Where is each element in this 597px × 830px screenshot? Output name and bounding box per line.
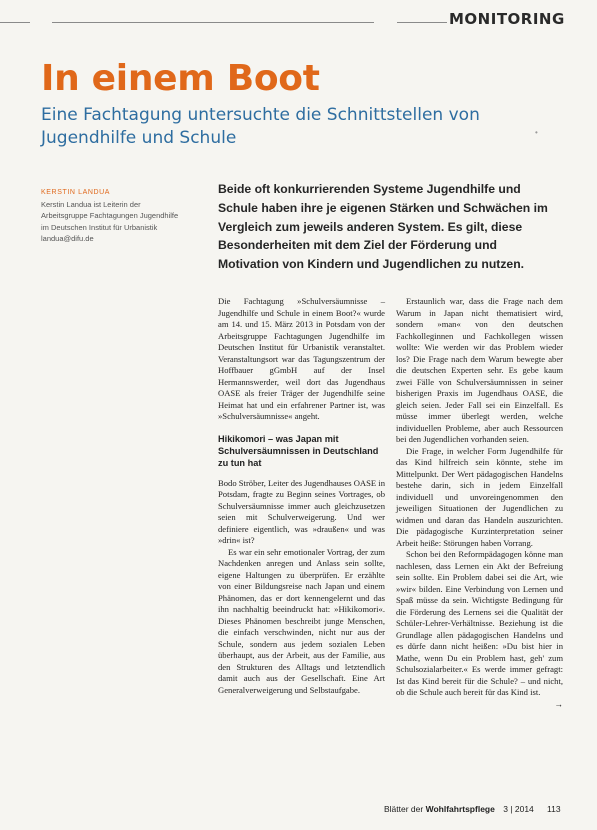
author-name: KERSTIN LANDUA bbox=[41, 189, 111, 196]
body-paragraph: Erstaunlich war, dass die Frage nach dem Warum in Japan nicht thematisiert wird, sondern »man« von den deutschen Fachkolleginnen und Fachkollegen wissen wollte: Wie werden wir das Problem wieder los? Die Frage nach dem Warum bewegte aber die deutschen Experten sehr. Es gebe kaum zwei Fälle von Schulversäumnissen in seiner bisherigen Praxis im Jugendhaus OASE, die gleich seien. Jeder Fall sei ein Einzelfall. Es müsse immer überlegt werden, welche individuellen Probleme, aber auch Ressourcen bei den Jugendlichen vorhanden seien. bbox=[396, 296, 563, 444]
header-rule-main bbox=[52, 22, 374, 23]
page-number: 113 bbox=[547, 804, 561, 814]
decorative-dot-icon: • bbox=[535, 128, 538, 137]
article-subtitle: Eine Fachtagung untersuchte die Schnittstellen von Jugendhilfe und Schule bbox=[41, 105, 480, 148]
header-rule-right bbox=[397, 22, 447, 23]
journal-name-bold: Wohlfahrtspflege bbox=[425, 804, 495, 814]
journal-name-prefix: Blätter der bbox=[384, 804, 426, 814]
issue-number: 3 | 2014 bbox=[503, 804, 534, 814]
header-rule-left bbox=[0, 22, 30, 23]
continued-arrow-icon: → bbox=[554, 698, 563, 709]
body-paragraph: Schon bei den Reformpädagogen könne man nachlesen, dass Lernen ein Akt der Befreiung sein sollte. Ein Problem dabei sei die Art, wie »wir« bilden. Eine Verbindung von Lernen und Spaß müsse da sein. Wichtigste Bedingung für die Förderung des Lernens sei die Qualität der Schüler-Lehrer-Verhältnisse. Beziehung ist die Grundlage allen pädagogischen Handelns und es dürfe dann nicht heißen: »Du bist hier in Mathe, wenn Du ein Problem hast, geh' zum Schulsozialarbeiter.« Es werde immer gefragt: Ist das Kind bereit für die Schule? – und nicht, ob die Schule auch bereit für das Kind ist. bbox=[396, 549, 563, 697]
article-lead: Beide oft konkurrierenden Systeme Jugendhilfe und Schule haben ihre je eigenen Stärken und Schwächen im Vergleich zum jeweils anderen System. Es gilt, diese Besonderheiten mit dem Ziel der Förderung und Motivation von Kindern und Jugendlichen zu nutzen. bbox=[218, 182, 548, 272]
author-bio: Kerstin Landua ist Leiterin der Arbeitsgruppe Fachtagungen Jugendhilfe im Deutschen Institut für Urbanistik bbox=[41, 199, 179, 232]
body-paragraph: Es war ein sehr emotionaler Vortrag, der zum Nachdenken anregen und Anlass sein sollte, eigene Haltungen zu überprüfen. Er erzählte von einer Bildungsreise nach Japan und einem Phänomen, das er dort kennengelernt und das ihn nachhaltig beeindruckt hat: »Hikikomori«. Dieses Phänomen beschreibt junge Menschen, die einfach verschwinden, nicht nur aus der Schule, sondern aus jedem sozialen Leben überhaupt, aus der Arbeit, aus der Familie, aus den Strukturen des Alltags und letztendlich damit auch aus der Gesellschaft. Eine Art Generalverweigerung und Selbstaufgabe. bbox=[218, 546, 385, 695]
body-paragraph: Die Frage, in welcher Form Jugendhilfe für das Kind hilfreich sein könnte, stehe im Mittelpunkt. Der Wert pädagogischen Handelns bestehe darin, sich in jedem Einzelfall individuell und unvoreingenommen den jeweiligen Situationen der Jugendlichen zu widmen und daran das Handeln auszurichten. Die pädagogische Kurzinterpretation seiner Arbeit heiße: Störungen haben Vorrang. bbox=[396, 445, 563, 548]
author-box bbox=[41, 187, 181, 245]
body-column-2 bbox=[396, 296, 563, 710]
body-column-1 bbox=[218, 296, 385, 696]
body-paragraph: Bodo Ströber, Leiter des Jugendhauses OASE in Potsdam, fragte zu Beginn seines Vortrages, ob Schulversäumnisse immer auch gleichzusetzen seien mit Schulverweigerung. Und wer definiere eigentlich, was »draußen« und was »drin« ist? bbox=[218, 477, 385, 545]
section-heading: Hikikomori – was Japan mit Schulversäumnissen in Deutschland zu tun hat bbox=[218, 433, 379, 468]
article-title: In einem Boot bbox=[41, 58, 320, 99]
body-paragraph: Die Fachtagung »Schulversäumnisse – Jugendhilfe und Schule in einem Boot?« wurde am 14. und 15. März 2013 in Potsdam von der Arbeitsgruppe Fachtagungen Jugendhilfe im Deutschen Institut für Urbanistik veranstaltet. Veranstaltungsort war das Tagungszentrum der Hoffbauer gGmbH auf der Insel Hermannswerder, weil dort das Jugendhaus OASE als freier Träger der Jugendhilfe seine Heimat hat und ein erfahrener Partner ist, was »Schulversäumnisse« angeht. bbox=[218, 296, 385, 421]
section-label: MONITORING bbox=[449, 10, 565, 28]
page-footer bbox=[384, 804, 561, 814]
author-email[interactable]: landua@difu.de bbox=[41, 234, 94, 244]
